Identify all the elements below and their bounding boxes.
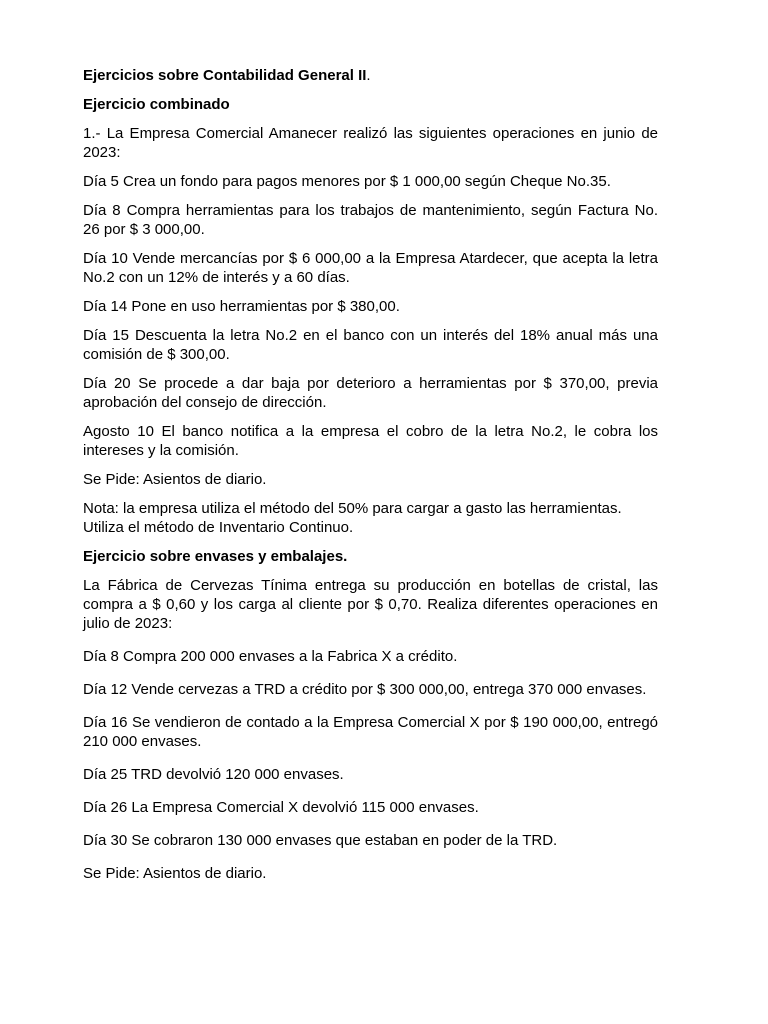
- operation-item: Día 30 Se cobraron 130 000 envases que estaban en poder de la TRD.: [83, 832, 558, 849]
- operation-item: Día 20 Se procede a dar baja por deterioro a herramientas por $ 370,00, previa aprobación del consejo de dirección.: [83, 375, 658, 411]
- document-page: [83, 66, 658, 883]
- section1-se-pide: Se Pide: Asientos de diario.: [83, 471, 267, 488]
- section2-heading: Ejercicio sobre envases y embalajes.: [83, 548, 348, 565]
- section1-nota: Nota: la empresa utiliza el método del 50% para cargar a gasto las herramientas. Utiliza el método de Inventario Continuo.: [83, 500, 622, 536]
- operation-item: Día 14 Pone en uso herramientas por $ 380,00.: [83, 298, 400, 315]
- operation-item: Día 26 La Empresa Comercial X devolvió 115 000 envases.: [83, 799, 479, 816]
- operation-item: Día 5 Crea un fondo para pagos menores por $ 1 000,00 según Cheque No.35.: [83, 173, 611, 190]
- document-title-period: .: [366, 67, 371, 84]
- operation-item: Día 8 Compra herramientas para los trabajos de mantenimiento, según Factura No. 26 por $ 3 000,00.: [83, 202, 658, 238]
- section1-heading: Ejercicio combinado: [83, 96, 230, 113]
- document-title-text: Ejercicios sobre Contabilidad General II: [83, 67, 367, 84]
- operation-item: Día 15 Descuenta la letra No.2 en el banco con un interés del 18% anual más una comisión de $ 300,00.: [83, 327, 658, 363]
- operation-item: Día 16 Se vendieron de contado a la Empresa Comercial X por $ 190 000,00, entregó 210 000 envases.: [83, 714, 658, 750]
- document-title: [83, 66, 658, 85]
- operation-item: Día 8 Compra 200 000 envases a la Fabrica X a crédito.: [83, 648, 458, 665]
- section1-intro: 1.- La Empresa Comercial Amanecer realizó las siguientes operaciones en junio de 2023:: [83, 125, 658, 161]
- section2-intro: La Fábrica de Cervezas Tínima entrega su producción en botellas de cristal, las compra a $ 0,60 y los carga al cliente por $ 0,70. Realiza diferentes operaciones en julio de 2023:: [83, 577, 658, 632]
- operation-item: Agosto 10 El banco notifica a la empresa el cobro de la letra No.2, le cobra los intereses y la comisión.: [83, 423, 658, 459]
- operation-item: Día 12 Vende cervezas a TRD a crédito por $ 300 000,00, entrega 370 000 envases.: [83, 681, 647, 698]
- operation-item: Día 10 Vende mercancías por $ 6 000,00 a la Empresa Atardecer, que acepta la letra No.2 con un 12% de interés y a 60 días.: [83, 250, 658, 286]
- operation-item: Día 25 TRD devolvió 120 000 envases.: [83, 766, 344, 783]
- section2-se-pide: Se Pide: Asientos de diario.: [83, 865, 267, 882]
